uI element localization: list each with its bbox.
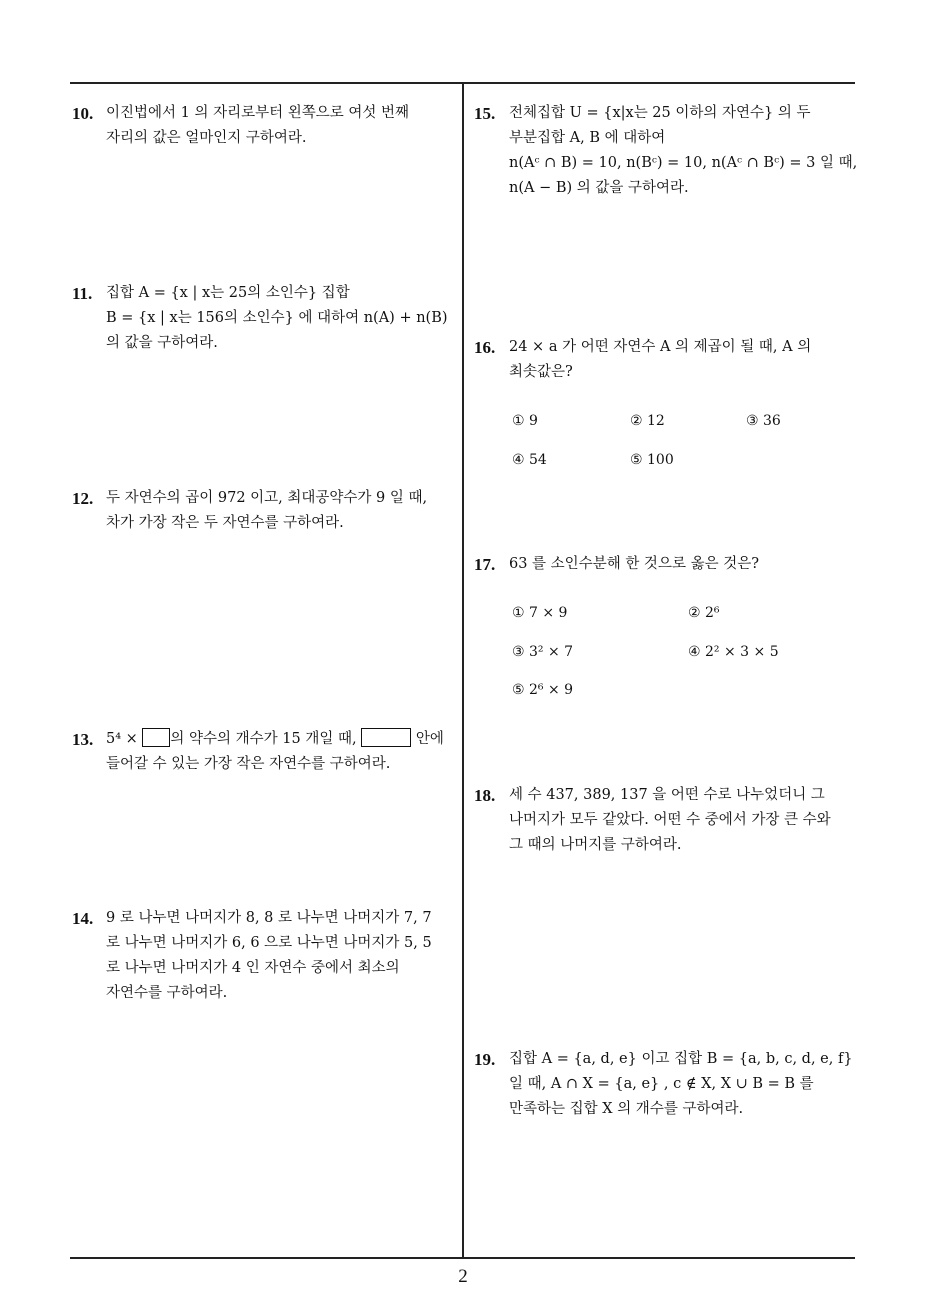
question-number: 19. (474, 1050, 496, 1069)
question-text: 자리의 값은 얼마인지 구하여라. (106, 130, 307, 146)
question-text: n(Aᶜ ∩ B) = 10, n(Bᶜ) = 10, n(Aᶜ ∩ Bᶜ) = 3 일 때, (509, 155, 858, 171)
question-number: 10. (72, 104, 94, 123)
choice-3[interactable]: ③ 36 (746, 413, 781, 429)
question-text: 들어갈 수 있는 가장 작은 자연수를 구하여라. (106, 756, 391, 772)
question-text: 만족하는 집합 X 의 개수를 구하여라. (509, 1101, 744, 1117)
question-text: 나머지가 모두 같았다. 어떤 수 중에서 가장 큰 수와 (509, 812, 831, 828)
question-number: 13. (72, 730, 94, 749)
choice-3[interactable]: ③ 3² × 7 (512, 644, 574, 660)
question-number: 16. (474, 338, 496, 357)
question-10 (72, 101, 452, 151)
question-text: 63 를 소인수분해 한 것으로 옳은 것은? (509, 556, 759, 572)
question-number: 11. (72, 284, 93, 303)
choice-1[interactable]: ① 9 (512, 413, 538, 429)
question-14 (72, 906, 457, 1006)
column-divider (462, 82, 464, 1258)
question-text: 그 때의 나머지를 구하여라. (509, 837, 682, 853)
question-text: 의 약수의 개수가 15 개일 때, (170, 731, 357, 747)
page-number: 2 (458, 1266, 468, 1287)
question-text: 5⁴ × (106, 731, 138, 747)
question-13 (72, 727, 457, 777)
choice-5[interactable]: ⑤ 100 (630, 452, 674, 468)
question-12 (72, 486, 452, 536)
question-text: 로 나누면 나머지가 4 인 자연수 중에서 최소의 (106, 960, 400, 976)
question-text: 로 나누면 나머지가 6, 6 으로 나누면 나머지가 5, 5 (106, 935, 432, 951)
question-text: 9 로 나누면 나머지가 8, 8 로 나누면 나머지가 7, 7 (106, 910, 432, 926)
question-text: 안에 (415, 731, 444, 747)
question-number: 17. (474, 555, 496, 574)
question-text: 집합 A = {x | x는 25의 소인수} 집합 (106, 285, 350, 301)
choice-2[interactable]: ② 2⁶ (688, 605, 720, 621)
question-17 (474, 552, 864, 577)
question-text: 두 자연수의 곱이 972 이고, 최대공약수가 9 일 때, (106, 490, 428, 506)
question-text: 차가 가장 작은 두 자연수를 구하여라. (106, 515, 344, 531)
question-number: 18. (474, 786, 496, 805)
question-text: 부분집합 A, B 에 대하여 (509, 130, 666, 146)
question-text: 전체집합 U = {x|x는 25 이하의 자연수} 의 두 (509, 105, 811, 121)
question-16 (474, 335, 864, 385)
question-text: 의 값을 구하여라. (106, 335, 218, 351)
question-number: 12. (72, 489, 94, 508)
question-number: 15. (474, 104, 496, 123)
question-text: 이진법에서 1 의 자리로부터 왼쪽으로 여섯 번째 (106, 105, 410, 121)
choice-4[interactable]: ④ 54 (512, 452, 547, 468)
question-text: 집합 A = {a, d, e} 이고 집합 B = {a, b, c, d, e, f} (509, 1051, 853, 1067)
question-11 (72, 281, 452, 356)
question-18 (474, 783, 864, 858)
answer-blank-box (142, 728, 170, 747)
question-text: 24 × a 가 어떤 자연수 A 의 제곱이 될 때, A 의 (509, 339, 812, 355)
question-text: n(A − B) 의 값을 구하여라. (509, 180, 689, 196)
question-number: 14. (72, 909, 94, 928)
answer-blank-box (361, 728, 411, 747)
choice-1[interactable]: ① 7 × 9 (512, 605, 568, 621)
question-text: 자연수를 구하여라. (106, 985, 228, 1001)
question-15 (474, 101, 864, 201)
choice-4[interactable]: ④ 2² × 3 × 5 (688, 644, 779, 660)
question-19 (474, 1047, 874, 1122)
question-text: 일 때, A ∩ X = {a, e} , c ∉ X, X ∪ B = B 를 (509, 1076, 814, 1092)
question-text: 최솟값은? (509, 364, 573, 380)
choice-2[interactable]: ② 12 (630, 413, 665, 429)
question-text: 세 수 437, 389, 137 을 어떤 수로 나누었더니 그 (509, 787, 825, 803)
question-text: B = {x | x는 156의 소인수} 에 대하여 n(A) + n(B) (106, 310, 448, 326)
choice-5[interactable]: ⑤ 2⁶ × 9 (512, 682, 574, 698)
